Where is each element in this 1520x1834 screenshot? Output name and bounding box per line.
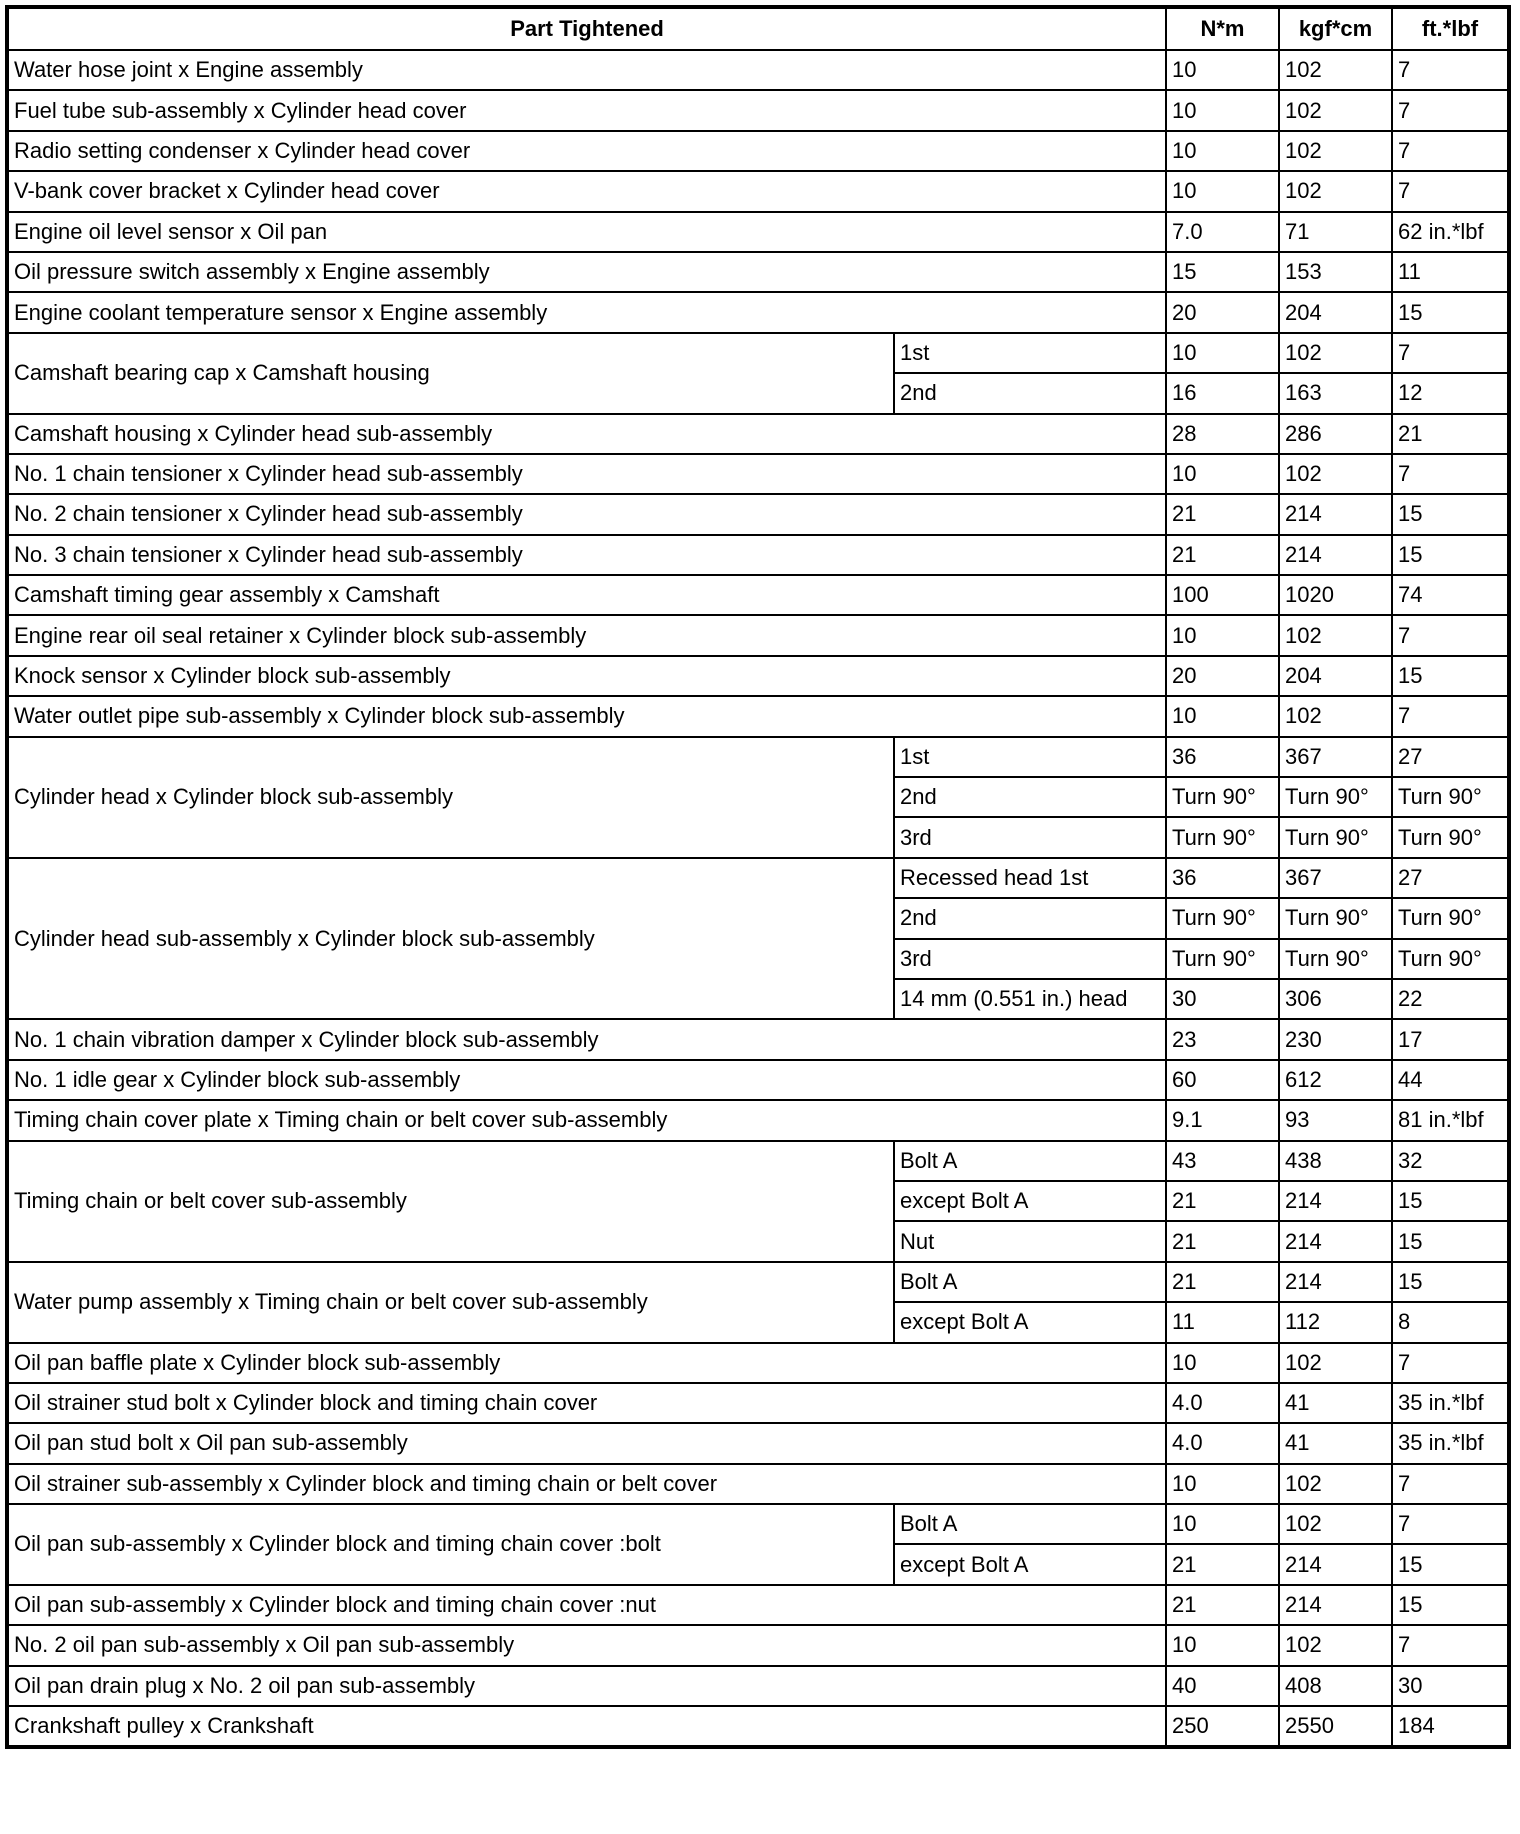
part-cell: Radio setting condenser x Cylinder head cover	[7, 131, 1166, 171]
table-row	[7, 1343, 1509, 1383]
table-row	[7, 1060, 1509, 1100]
table-row	[7, 212, 1509, 252]
part-cell: Cylinder head sub-assembly x Cylinder block sub-assembly	[7, 858, 894, 1020]
nm-cell: Turn 90°	[1166, 939, 1279, 979]
nm-cell: 4.0	[1166, 1383, 1279, 1423]
ft-lbf-cell: 7	[1392, 131, 1509, 171]
nm-cell: 11	[1166, 1302, 1279, 1342]
nm-cell: 10	[1166, 1464, 1279, 1504]
ft-lbf-cell: 62 in.*lbf	[1392, 212, 1509, 252]
table-row	[7, 414, 1509, 454]
part-cell: V-bank cover bracket x Cylinder head cover	[7, 171, 1166, 211]
nm-cell: Turn 90°	[1166, 777, 1279, 817]
kgf-cm-cell: 214	[1279, 1262, 1392, 1302]
header-ft-lbf: ft.*lbf	[1392, 7, 1509, 50]
table-row	[7, 90, 1509, 130]
part-cell: Engine coolant temperature sensor x Engine assembly	[7, 292, 1166, 332]
part-cell: No. 2 oil pan sub-assembly x Oil pan sub-assembly	[7, 1625, 1166, 1665]
part-cell: Water hose joint x Engine assembly	[7, 50, 1166, 90]
ft-lbf-cell: 7	[1392, 50, 1509, 90]
nm-cell: 20	[1166, 292, 1279, 332]
step-cell: 3rd	[894, 939, 1166, 979]
part-cell: Oil pan stud bolt x Oil pan sub-assembly	[7, 1423, 1166, 1463]
ft-lbf-cell: 17	[1392, 1019, 1509, 1059]
table-row	[7, 1100, 1509, 1140]
nm-cell: 100	[1166, 575, 1279, 615]
part-cell: No. 1 chain tensioner x Cylinder head sub-assembly	[7, 454, 1166, 494]
nm-cell: 250	[1166, 1706, 1279, 1747]
nm-cell: 36	[1166, 737, 1279, 777]
kgf-cm-cell: 306	[1279, 979, 1392, 1019]
nm-cell: 7.0	[1166, 212, 1279, 252]
nm-cell: Turn 90°	[1166, 898, 1279, 938]
kgf-cm-cell: 214	[1279, 1585, 1392, 1625]
nm-cell: 21	[1166, 535, 1279, 575]
part-cell: Water pump assembly x Timing chain or belt cover sub-assembly	[7, 1262, 894, 1343]
part-cell: Water outlet pipe sub-assembly x Cylinder block sub-assembly	[7, 696, 1166, 736]
ft-lbf-cell: 7	[1392, 333, 1509, 373]
table-row	[7, 131, 1509, 171]
part-cell: Camshaft timing gear assembly x Camshaft	[7, 575, 1166, 615]
nm-cell: 21	[1166, 1221, 1279, 1261]
kgf-cm-cell: 102	[1279, 333, 1392, 373]
ft-lbf-cell: 15	[1392, 494, 1509, 534]
step-cell: except Bolt A	[894, 1302, 1166, 1342]
kgf-cm-cell: 367	[1279, 858, 1392, 898]
table-row	[7, 615, 1509, 655]
step-cell: 14 mm (0.551 in.) head	[894, 979, 1166, 1019]
nm-cell: 9.1	[1166, 1100, 1279, 1140]
kgf-cm-cell: 102	[1279, 50, 1392, 90]
kgf-cm-cell: 102	[1279, 1504, 1392, 1544]
ft-lbf-cell: 15	[1392, 292, 1509, 332]
nm-cell: 10	[1166, 696, 1279, 736]
ft-lbf-cell: 15	[1392, 1585, 1509, 1625]
nm-cell: 60	[1166, 1060, 1279, 1100]
kgf-cm-cell: 408	[1279, 1666, 1392, 1706]
table-row	[7, 333, 1509, 373]
kgf-cm-cell: Turn 90°	[1279, 817, 1392, 857]
nm-cell: 10	[1166, 50, 1279, 90]
ft-lbf-cell: 7	[1392, 615, 1509, 655]
part-cell: No. 1 chain vibration damper x Cylinder block sub-assembly	[7, 1019, 1166, 1059]
step-cell: Bolt A	[894, 1262, 1166, 1302]
kgf-cm-cell: 102	[1279, 90, 1392, 130]
part-cell: Engine rear oil seal retainer x Cylinder block sub-assembly	[7, 615, 1166, 655]
step-cell: 2nd	[894, 898, 1166, 938]
nm-cell: 23	[1166, 1019, 1279, 1059]
nm-cell: 10	[1166, 171, 1279, 211]
part-cell: Engine oil level sensor x Oil pan	[7, 212, 1166, 252]
kgf-cm-cell: 214	[1279, 1544, 1392, 1584]
ft-lbf-cell: 8	[1392, 1302, 1509, 1342]
kgf-cm-cell: Turn 90°	[1279, 898, 1392, 938]
nm-cell: 10	[1166, 615, 1279, 655]
ft-lbf-cell: 7	[1392, 1343, 1509, 1383]
kgf-cm-cell: 230	[1279, 1019, 1392, 1059]
nm-cell: 36	[1166, 858, 1279, 898]
ft-lbf-cell: 7	[1392, 1504, 1509, 1544]
nm-cell: 21	[1166, 1585, 1279, 1625]
ft-lbf-cell: 15	[1392, 1181, 1509, 1221]
ft-lbf-cell: 15	[1392, 1544, 1509, 1584]
nm-cell: 10	[1166, 1504, 1279, 1544]
ft-lbf-cell: 30	[1392, 1666, 1509, 1706]
table-row	[7, 1464, 1509, 1504]
kgf-cm-cell: 93	[1279, 1100, 1392, 1140]
ft-lbf-cell: 35 in.*lbf	[1392, 1423, 1509, 1463]
ft-lbf-cell: 35 in.*lbf	[1392, 1383, 1509, 1423]
ft-lbf-cell: 22	[1392, 979, 1509, 1019]
part-cell: Oil strainer stud bolt x Cylinder block and timing chain cover	[7, 1383, 1166, 1423]
table-row	[7, 1019, 1509, 1059]
ft-lbf-cell: 12	[1392, 373, 1509, 413]
table-row	[7, 575, 1509, 615]
kgf-cm-cell: 71	[1279, 212, 1392, 252]
nm-cell: 10	[1166, 1343, 1279, 1383]
step-cell: 1st	[894, 737, 1166, 777]
table-body	[7, 50, 1509, 1747]
step-cell: Nut	[894, 1221, 1166, 1261]
ft-lbf-cell: Turn 90°	[1392, 898, 1509, 938]
header-row	[7, 7, 1509, 50]
kgf-cm-cell: 214	[1279, 1181, 1392, 1221]
part-cell: Camshaft housing x Cylinder head sub-assembly	[7, 414, 1166, 454]
part-cell: No. 2 chain tensioner x Cylinder head sub-assembly	[7, 494, 1166, 534]
torque-spec-table	[5, 5, 1511, 1749]
kgf-cm-cell: 102	[1279, 131, 1392, 171]
table-row	[7, 1625, 1509, 1665]
table-row	[7, 535, 1509, 575]
step-cell: Recessed head 1st	[894, 858, 1166, 898]
table-row	[7, 50, 1509, 90]
table-row	[7, 1423, 1509, 1463]
nm-cell: 40	[1166, 1666, 1279, 1706]
step-cell: Bolt A	[894, 1504, 1166, 1544]
kgf-cm-cell: 612	[1279, 1060, 1392, 1100]
kgf-cm-cell: 204	[1279, 656, 1392, 696]
nm-cell: 20	[1166, 656, 1279, 696]
ft-lbf-cell: 27	[1392, 737, 1509, 777]
nm-cell: 28	[1166, 414, 1279, 454]
ft-lbf-cell: 7	[1392, 1625, 1509, 1665]
kgf-cm-cell: 438	[1279, 1141, 1392, 1181]
step-cell: 1st	[894, 333, 1166, 373]
step-cell: Bolt A	[894, 1141, 1166, 1181]
kgf-cm-cell: 41	[1279, 1383, 1392, 1423]
nm-cell: 10	[1166, 333, 1279, 373]
part-cell: Oil pan sub-assembly x Cylinder block and timing chain cover :bolt	[7, 1504, 894, 1585]
part-cell: Oil strainer sub-assembly x Cylinder block and timing chain or belt cover	[7, 1464, 1166, 1504]
header-part-tightened: Part Tightened	[7, 7, 1166, 50]
ft-lbf-cell: 184	[1392, 1706, 1509, 1747]
kgf-cm-cell: 214	[1279, 1221, 1392, 1261]
step-cell: 3rd	[894, 817, 1166, 857]
part-cell: Camshaft bearing cap x Camshaft housing	[7, 333, 894, 414]
table-row	[7, 1262, 1509, 1302]
nm-cell: 15	[1166, 252, 1279, 292]
part-cell: No. 1 idle gear x Cylinder block sub-assembly	[7, 1060, 1166, 1100]
table-row	[7, 1141, 1509, 1181]
step-cell: 2nd	[894, 777, 1166, 817]
kgf-cm-cell: 153	[1279, 252, 1392, 292]
header-nm: N*m	[1166, 7, 1279, 50]
ft-lbf-cell: 15	[1392, 535, 1509, 575]
ft-lbf-cell: 11	[1392, 252, 1509, 292]
table-row	[7, 1706, 1509, 1747]
table-row	[7, 1383, 1509, 1423]
kgf-cm-cell: Turn 90°	[1279, 939, 1392, 979]
table-row	[7, 858, 1509, 898]
ft-lbf-cell: 7	[1392, 171, 1509, 211]
table-row	[7, 656, 1509, 696]
part-cell: Oil pan baffle plate x Cylinder block sub-assembly	[7, 1343, 1166, 1383]
table-row	[7, 494, 1509, 534]
kgf-cm-cell: 102	[1279, 1464, 1392, 1504]
ft-lbf-cell: Turn 90°	[1392, 939, 1509, 979]
table-row	[7, 1666, 1509, 1706]
nm-cell: 21	[1166, 1181, 1279, 1221]
nm-cell: 30	[1166, 979, 1279, 1019]
kgf-cm-cell: 163	[1279, 373, 1392, 413]
part-cell: Crankshaft pulley x Crankshaft	[7, 1706, 1166, 1747]
ft-lbf-cell: 15	[1392, 656, 1509, 696]
kgf-cm-cell: 214	[1279, 494, 1392, 534]
ft-lbf-cell: 15	[1392, 1262, 1509, 1302]
ft-lbf-cell: 21	[1392, 414, 1509, 454]
kgf-cm-cell: 41	[1279, 1423, 1392, 1463]
table-row	[7, 1504, 1509, 1544]
nm-cell: 10	[1166, 131, 1279, 171]
part-cell: No. 3 chain tensioner x Cylinder head sub-assembly	[7, 535, 1166, 575]
table-row	[7, 1585, 1509, 1625]
ft-lbf-cell: 7	[1392, 90, 1509, 130]
ft-lbf-cell: 81 in.*lbf	[1392, 1100, 1509, 1140]
ft-lbf-cell: Turn 90°	[1392, 777, 1509, 817]
part-cell: Cylinder head x Cylinder block sub-assembly	[7, 737, 894, 858]
kgf-cm-cell: 286	[1279, 414, 1392, 454]
kgf-cm-cell: 214	[1279, 535, 1392, 575]
table-row	[7, 737, 1509, 777]
ft-lbf-cell: 7	[1392, 696, 1509, 736]
table-row	[7, 171, 1509, 211]
part-cell: Oil pan sub-assembly x Cylinder block and timing chain cover :nut	[7, 1585, 1166, 1625]
kgf-cm-cell: 102	[1279, 454, 1392, 494]
part-cell: Timing chain or belt cover sub-assembly	[7, 1141, 894, 1262]
table-row	[7, 454, 1509, 494]
kgf-cm-cell: 112	[1279, 1302, 1392, 1342]
table-row	[7, 252, 1509, 292]
table-row	[7, 292, 1509, 332]
table-row	[7, 696, 1509, 736]
step-cell: except Bolt A	[894, 1181, 1166, 1221]
nm-cell: 10	[1166, 90, 1279, 130]
ft-lbf-cell: Turn 90°	[1392, 817, 1509, 857]
ft-lbf-cell: 7	[1392, 454, 1509, 494]
part-cell: Fuel tube sub-assembly x Cylinder head cover	[7, 90, 1166, 130]
kgf-cm-cell: 102	[1279, 615, 1392, 655]
ft-lbf-cell: 27	[1392, 858, 1509, 898]
nm-cell: 4.0	[1166, 1423, 1279, 1463]
nm-cell: 10	[1166, 1625, 1279, 1665]
part-cell: Timing chain cover plate x Timing chain or belt cover sub-assembly	[7, 1100, 1166, 1140]
nm-cell: 21	[1166, 494, 1279, 534]
kgf-cm-cell: Turn 90°	[1279, 777, 1392, 817]
ft-lbf-cell: 74	[1392, 575, 1509, 615]
kgf-cm-cell: 1020	[1279, 575, 1392, 615]
header-kgf-cm: kgf*cm	[1279, 7, 1392, 50]
kgf-cm-cell: 102	[1279, 696, 1392, 736]
nm-cell: 16	[1166, 373, 1279, 413]
ft-lbf-cell: 7	[1392, 1464, 1509, 1504]
ft-lbf-cell: 32	[1392, 1141, 1509, 1181]
part-cell: Oil pressure switch assembly x Engine assembly	[7, 252, 1166, 292]
kgf-cm-cell: 102	[1279, 1343, 1392, 1383]
nm-cell: Turn 90°	[1166, 817, 1279, 857]
kgf-cm-cell: 2550	[1279, 1706, 1392, 1747]
ft-lbf-cell: 15	[1392, 1221, 1509, 1261]
step-cell: except Bolt A	[894, 1544, 1166, 1584]
kgf-cm-cell: 204	[1279, 292, 1392, 332]
ft-lbf-cell: 44	[1392, 1060, 1509, 1100]
kgf-cm-cell: 102	[1279, 1625, 1392, 1665]
part-cell: Knock sensor x Cylinder block sub-assembly	[7, 656, 1166, 696]
part-cell: Oil pan drain plug x No. 2 oil pan sub-assembly	[7, 1666, 1166, 1706]
kgf-cm-cell: 367	[1279, 737, 1392, 777]
nm-cell: 10	[1166, 454, 1279, 494]
step-cell: 2nd	[894, 373, 1166, 413]
nm-cell: 21	[1166, 1544, 1279, 1584]
kgf-cm-cell: 102	[1279, 171, 1392, 211]
nm-cell: 43	[1166, 1141, 1279, 1181]
nm-cell: 21	[1166, 1262, 1279, 1302]
